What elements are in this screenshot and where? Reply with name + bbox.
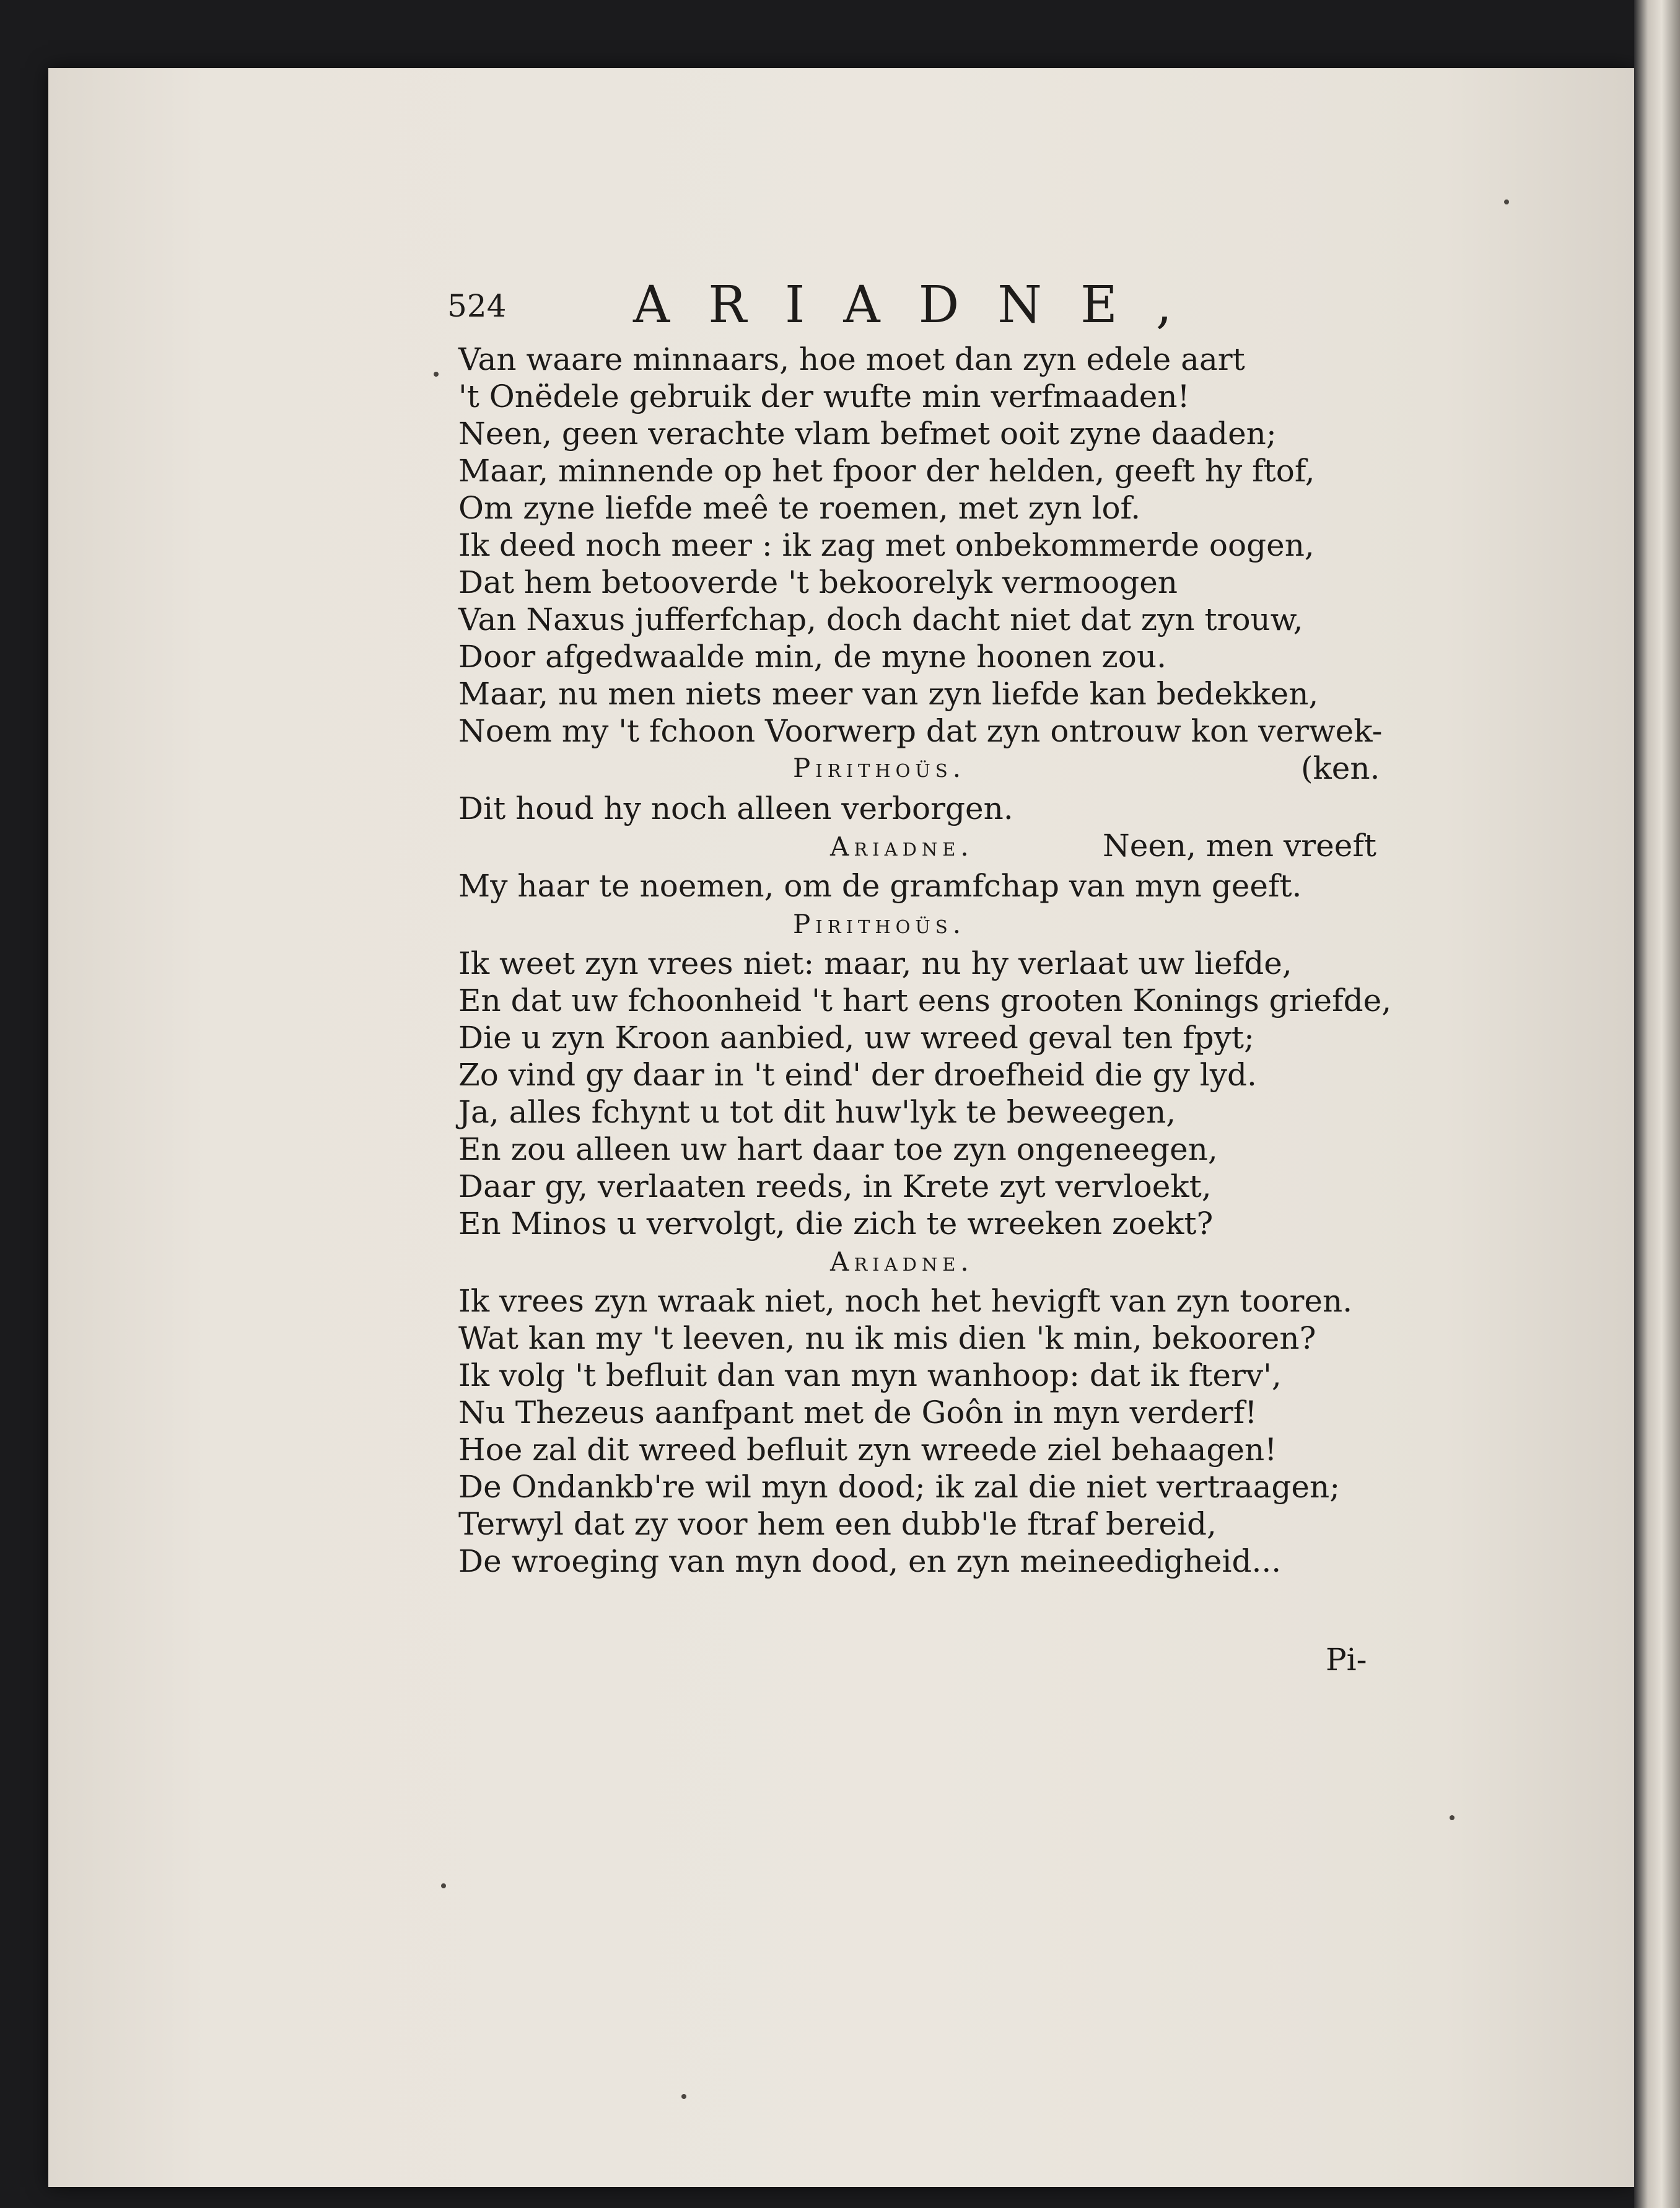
verse-line: En dat uw fchoonheid 't hart eens grooten Konings griefde, [458,983,1392,1019]
verse-line: Wat kan my 't leeven, nu ik mis dien 'k min, bekooren? [458,1320,1316,1356]
verse-line: En Minos u vervolgt, die zich te wreeken zoekt? [458,1206,1214,1242]
verse-line: My haar te noemen, om de gramfchap van myn geeft. [458,868,1302,904]
speaker-name: Pirithoüs. [793,753,966,783]
page-edge [1634,0,1680,2208]
verse-line: Ik volg 't befluit dan van myn wanhoop: dat ik fterv', [458,1357,1282,1393]
page-number: 524 [447,288,507,324]
verse-line: Hoe zal dit wreed befluit zyn wreede ziel behaagen! [458,1432,1277,1468]
speaker-name: Pirithoüs. [793,909,966,939]
verse-line-continuation: Neen, men vreeft [1103,828,1376,864]
verse-line: Dat hem betooverde 't bekoorelyk vermoogen [458,564,1178,600]
verse-line: Maar, nu men niets meer van zyn liefde kan bedekken, [458,676,1319,712]
verse-line: Ik deed noch meer : ik zag met onbekommerde oogen, [458,527,1315,563]
verse-line: Van waare minnaars, hoe moet dan zyn edele aart [458,341,1245,377]
paper-speck [1504,199,1509,204]
verse-line: Ja, alles fchynt u tot dit huw'lyk te beweegen, [458,1094,1176,1130]
verse-line: Daar gy, verlaaten reeds, in Krete zyt vervloekt, [458,1168,1212,1204]
paper-speck [1450,1815,1455,1820]
verse-line: Ik weet zyn vrees niet: maar, nu hy verlaat uw liefde, [458,945,1292,981]
verse-line: Ik vrees zyn wraak niet, noch het hevigft van zyn tooren. [458,1283,1353,1319]
verse-line: Zo vind gy daar in 't eind' der droefheid die gy lyd. [458,1057,1257,1093]
verse-line: Neen, geen verachte vlam befmet ooit zyne daaden; [458,416,1277,452]
catchword: Pi- [1326,1642,1367,1678]
speaker-name: Ariadne. [830,831,974,862]
running-title: ARIADNE, [633,276,1210,335]
verse-line: En zou alleen uw hart daar toe zyn ongeneegen, [458,1131,1218,1167]
paper-speck [441,1883,446,1888]
verse-line: De Ondankb're wil myn dood; ik zal die niet vertraagen; [458,1469,1341,1505]
verse-line: Van Naxus jufferfchap, doch dacht niet dat zyn trouw, [458,602,1303,637]
verse-line: Terwyl dat zy voor hem een dubb'le ftraf bereid, [458,1506,1217,1542]
verse-line: Noem my 't fchoon Voorwerp dat zyn ontrouw kon verwek- [458,713,1383,749]
verse-line: Door afgedwaalde min, de myne hoonen zou. [458,639,1166,675]
verse-line: Maar, minnende op het fpoor der helden, geeft hy ftof, [458,453,1315,489]
verse-line: Nu Thezeus aanfpant met de Goôn in myn verderf! [458,1395,1258,1430]
turnover-line: (ken. [1301,750,1380,786]
verse-line: 't Onëdele gebruik der wufte min verfmaaden! [458,379,1190,414]
verse-line: De wroeging van myn dood, en zyn meineedigheid... [458,1543,1282,1579]
speaker-name: Ariadne. [830,1246,974,1277]
verse-line: Om zyne liefde meê te roemen, met zyn lof. [458,490,1141,526]
verse-line: Die u zyn Kroon aanbied, uw wreed geval ten fpyt; [458,1020,1254,1056]
paper-speck [681,2094,686,2099]
page-header [447,276,1215,338]
verse-line: Dit houd hy noch alleen verborgen. [458,791,1013,826]
paper-speck [434,372,439,377]
